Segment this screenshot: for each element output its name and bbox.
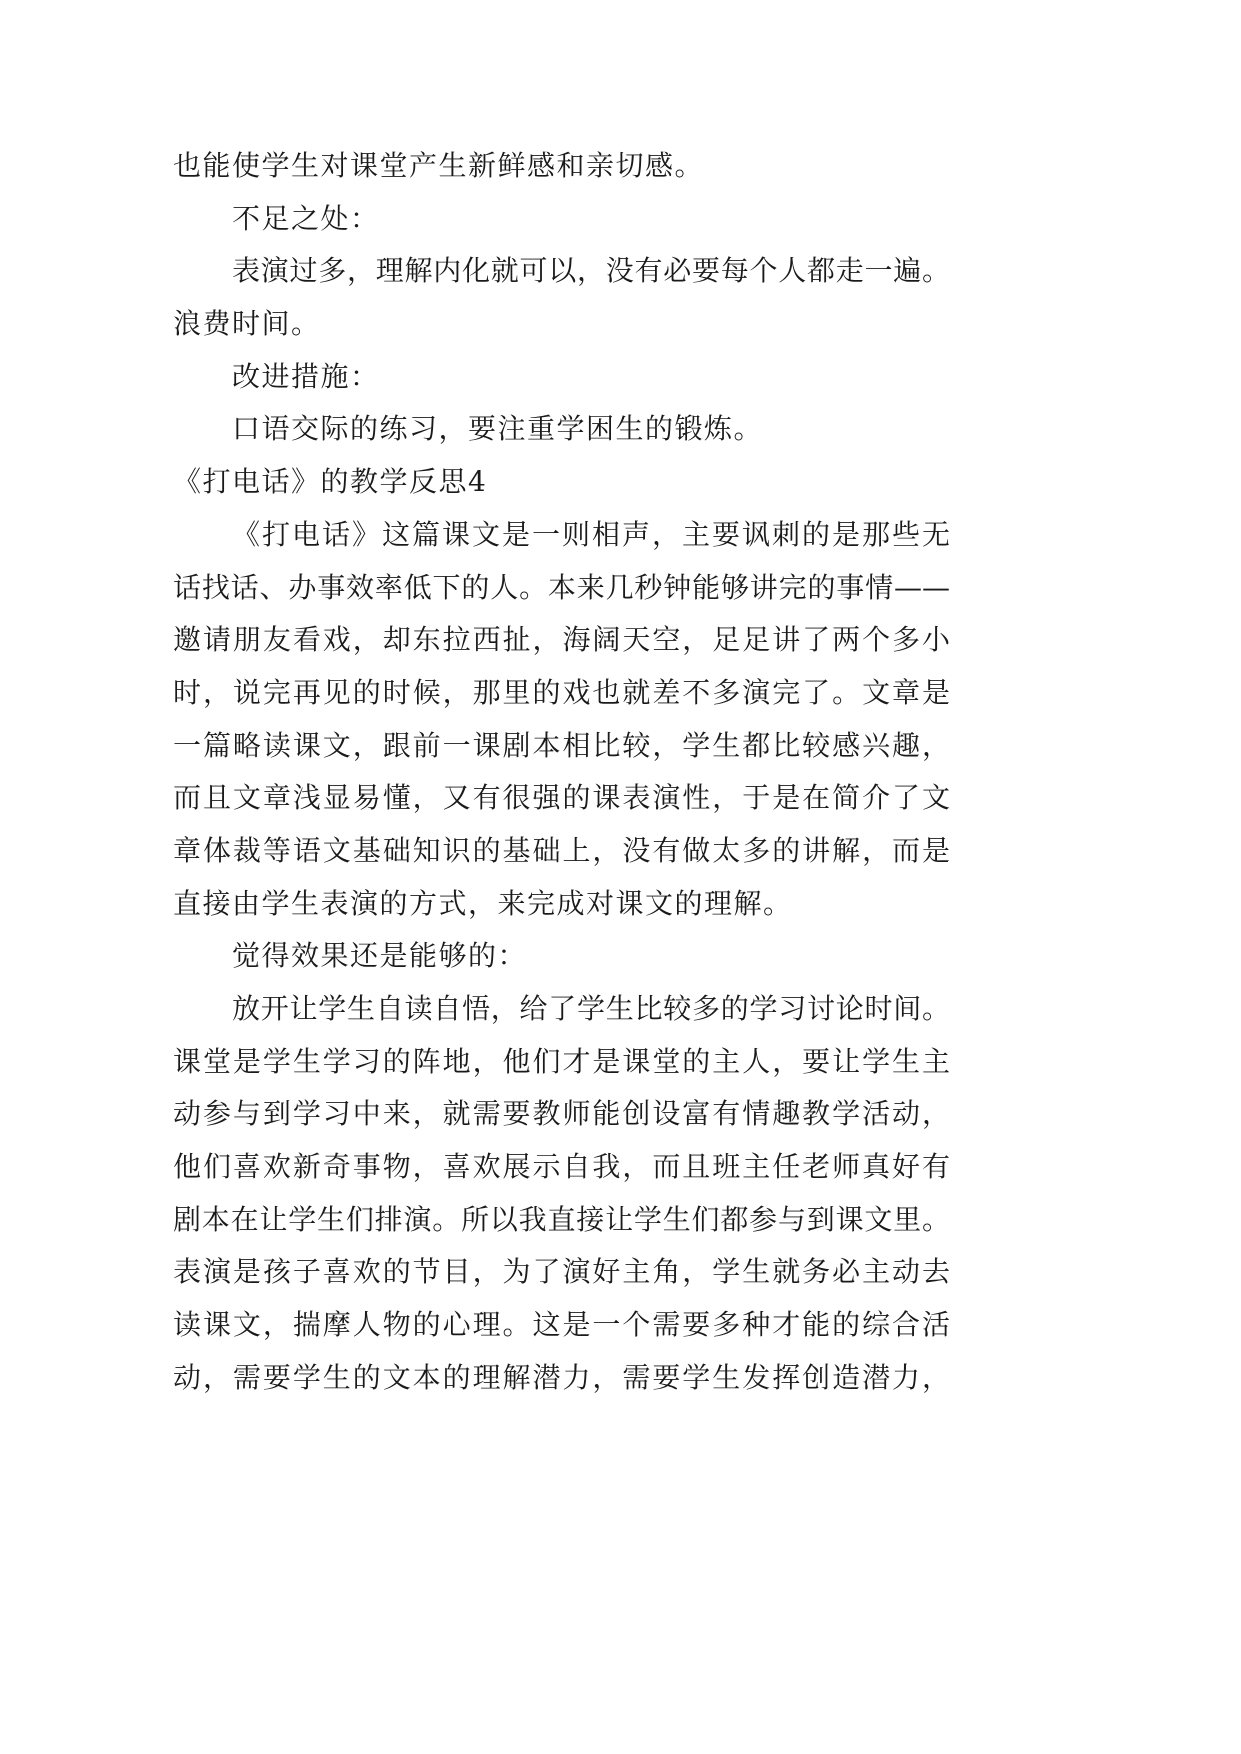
text-line: 一篇略读课文，跟前一课剧本相比较，学生都比较感兴趣，: [173, 728, 950, 762]
text-line: 直接由学生表演的方式，来完成对课文的理解。: [173, 886, 793, 920]
text-line: 而且文章浅显易懂，又有很强的课表演性，于是在简介了文: [173, 781, 950, 815]
text-line: 表演是孩子喜欢的节目，为了演好主角，学生就务必主动去: [173, 1255, 950, 1289]
text-line: 觉得效果还是能够的：: [232, 939, 528, 973]
text-line: 邀请朋友看戏，却东拉西扯，海阔天空，足足讲了两个多小: [173, 623, 950, 657]
text-line: 动，需要学生的文本的理解潜力，需要学生发挥创造潜力，: [173, 1360, 950, 1394]
text-line: 《打电话》这篇课文是一则相声，主要讽刺的是那些无: [232, 517, 950, 551]
text-line: 话找话、办事效率低下的人。本来几秒钟能够讲完的事情——: [173, 570, 950, 604]
document-body: [173, 140, 950, 1405]
text-line: 章体裁等语文基础知识的基础上，没有做太多的讲解，而是: [173, 833, 950, 867]
section-heading: 《打电话》的教学反思4: [173, 465, 488, 499]
text-line: 放开让学生自读自悟，给了学生比较多的学习讨论时间。: [232, 992, 950, 1025]
text-line: 读课文，揣摩人物的心理。这是一个需要多种才能的综合活: [173, 1308, 950, 1342]
text-line: 剧本在让学生们排演。所以我直接让学生们都参与到课文里。: [173, 1202, 950, 1236]
text-line: 也能使学生对课堂产生新鲜感和亲切感。: [173, 149, 705, 182]
text-line: 时，说完再见的时候，那里的戏也就差不多演完了。文章是: [173, 675, 950, 709]
text-line: 浪费时间。: [173, 307, 321, 341]
text-line: 表演过多，理解内化就可以，没有必要每个人都走一遍。: [232, 254, 950, 288]
text-line: 他们喜欢新奇事物，喜欢展示自我，而且班主任老师真好有: [173, 1150, 950, 1184]
subheading-shortcomings: 不足之处：: [232, 201, 380, 235]
subheading-improvements: 改进措施：: [232, 359, 380, 393]
text-line: 口语交际的练习，要注重学困生的锻炼。: [232, 412, 764, 446]
text-line: 课堂是学生学习的阵地，他们才是课堂的主人，要让学生主: [173, 1044, 950, 1078]
text-line: 动参与到学习中来，就需要教师能创设富有情趣教学活动，: [173, 1097, 950, 1131]
